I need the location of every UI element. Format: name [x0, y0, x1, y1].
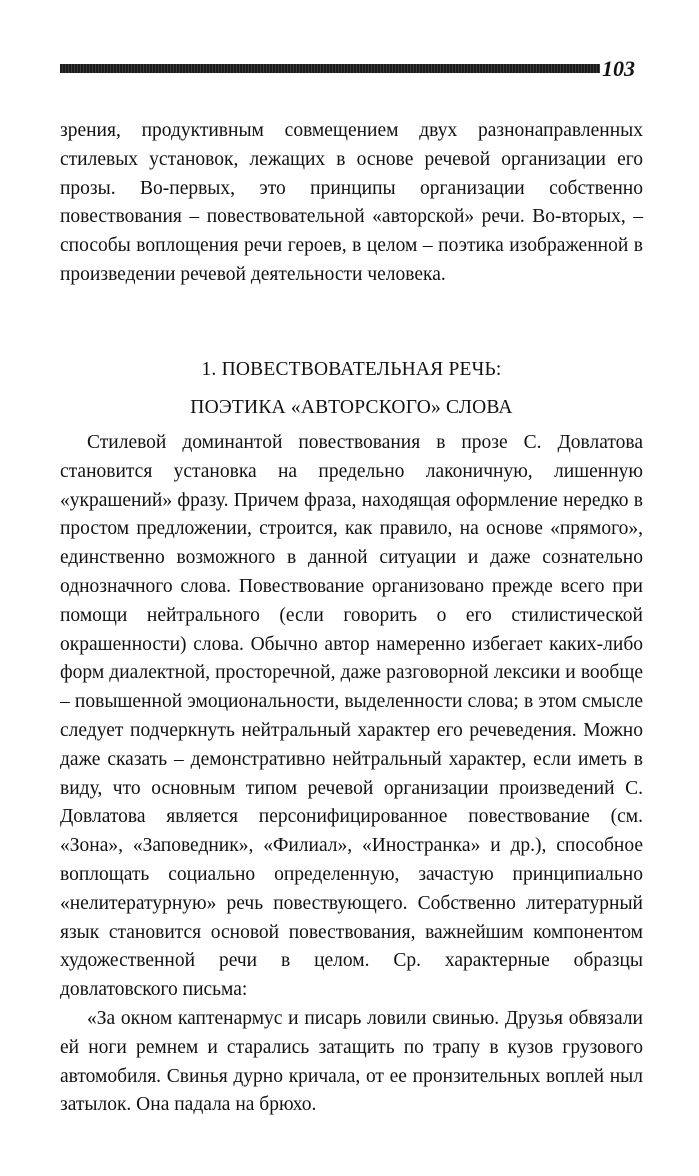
intro-text-block: [60, 117, 643, 290]
page-number: 103: [602, 56, 635, 81]
main-text-block: [60, 429, 643, 1120]
header-rule: [60, 64, 600, 73]
section-heading-line1: 1. ПОВЕСТВОВАТЕЛЬНАЯ РЕЧЬ:: [201, 359, 502, 380]
section-heading: [60, 355, 643, 423]
body-paragraph: Стилевой доминантой повествования в прозе С. Довлатова становится установка на предельно лаконичную, лишенную «украшений» фразу. Причем фраза, находящая оформление нередко в простом предложении, строится, как правило, на основе «прямого», единственно возможного в данной ситуации и даже сознательно однозначного слова. Повествование организовано прежде всего при помощи нейтрального (если говорить о его стилистической окрашенности) слова. Обычно автор намеренно избегает каких-либо форм диалектной, просторечной, даже разговорной лексики и вообще – повышенной эмоциональности, выделенности слова; в этом смысле следует подчеркнуть нейтральный характер его речеведения. Можно даже сказать – демонстративно нейтральный характер, если иметь в виду, что основным типом речевой организации произведений С. Довлатова является персонифицированное повествование (см. «Зона», «Заповедник», «Филиал», «Иностранка» и др.), способное воплощать социально определенную, зачастую принципиально «нелитературную» речь повествующего. Собственно литературный язык становится основой повествования, важнейшим компонентом художественной речи в целом. Ср. характерные образцы довлатовского письма:: [60, 432, 643, 1001]
quote-paragraph: «За окном каптенармус и писарь ловили свинью. Друзья обвязали ей ноги ремнем и старались затащить по трапу в кузов грузового автомобиля. Свинья дурно кричала, от ее пронзительных воплей ныл затылок. Она падала на брюхо.: [60, 1007, 643, 1116]
section-heading-line2: ПОЭТИКА «АВТОРСКОГО» СЛОВА: [190, 397, 513, 418]
intro-paragraph: зрения, продуктивным совмещением двух разнонаправленных стилевых установок, лежащих в основе речевой организации его прозы. Во-первых, это принципы организации собственно повествования – повествовательной «авторской» речи. Во-вторых, – способы воплощения речи героев, в целом – поэтика изображенной в произведении речевой деятельности человека.: [60, 120, 643, 285]
